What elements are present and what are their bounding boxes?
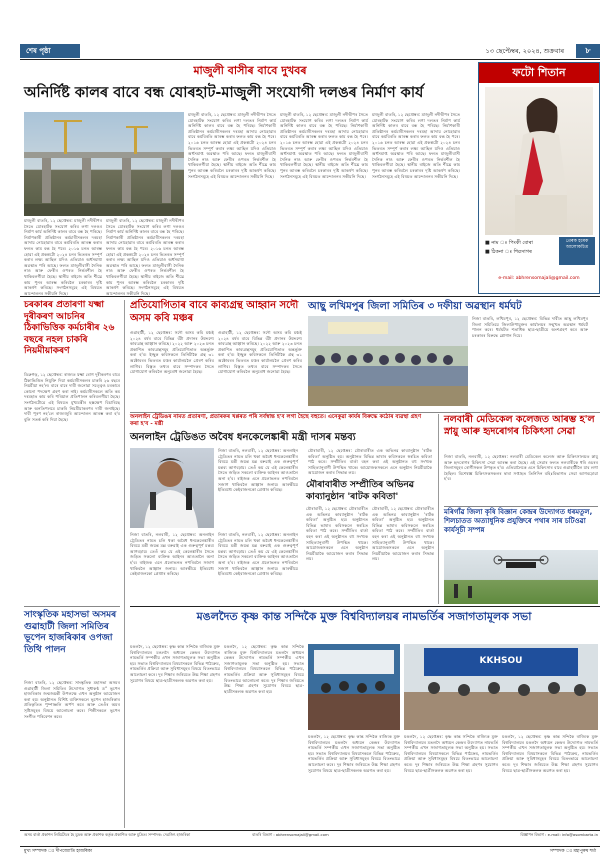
poetry-intro: মৌৰাবাৰী, ১২ ছেপ্তেম্বৰ: মৌৰাবাৰীত এক অভিনৱ কাব্যানুষ্ঠান 'ৰাটক কবিতা' অনুষ্ঠিত হয়। অনুষ্ঠানত বিভিন্ন ভাষাৰ কবিসকলে স্বৰচিত কবিতা পাঠ কৰে। সম্প্ৰীতিৰ বাৰ্তা বহন কৰা এই অনুষ্ঠানত বহু সংখ্যক সাহিত্যানুৰাগী উপস্থিত থাকে। আয়োজকসকলে এনে অনুষ্ঠান নিয়মীয়াকৈ আয়োজন কৰাৰ সিদ্ধান্ত লয়। xyxy=(308,448,432,476)
page-number: ৮ xyxy=(576,44,600,58)
footer-chief-editor: মুখ্য সম্পাদক ঃ দীপজ্যোতি হাজৰিকা xyxy=(24,849,93,854)
drone-illustration xyxy=(444,550,598,604)
section-label: শেষ পৃষ্ঠা xyxy=(20,44,80,58)
bottom-body-col1: মঙলদৈ, ১২ ছেপ্তেম্বৰ: কৃষ্ণ কান্ত সন্দিকৈ ৰাজ্যিক মুক্ত বিশ্ববিদ্যালয়ৰ মঙলদৈ অধ্যয়ন কেন্দ্ৰৰ উদ্যোগত নামভৰ্তি সম্পৰ্কীয় এখন সজাগতামূলক সভা অনুষ্ঠিত হয়। সভাত বিশ্ববিদ্যালয়ৰ বিষয়াসকলে বিভিন্ন পাঠ্যক্ৰম, নামভৰ্তিৰ প্ৰক্ৰিয়া আৰু সুবিধাসমূহৰ বিষয়ে বিতংভাৱে আলোচনা কৰে। দূৰ শিক্ষাৰ জৰিয়তে উচ্চ শিক্ষা গ্ৰহণৰ সুযোগৰ বিষয়ে ছাত্ৰ-ছাত্ৰীসকলক অৱগত কৰা হয়। xyxy=(130,644,221,683)
nalbari-head: নলবাৰী মেডিকেল কলেজত আৰম্ভ হ'ল স্নায়ু আৰু হৃদৰোগৰ চিকিৎসা সেৱা xyxy=(444,414,595,437)
bottom-body-col2: মঙলদৈ, ১২ ছেপ্তেম্বৰ: কৃষ্ণ কান্ত সন্দিকৈ ৰাজ্যিক মুক্ত বিশ্ববিদ্যালয়ৰ মঙলদৈ অধ্যয়ন কেন্দ্ৰৰ উদ্যোগত নামভৰ্তি সম্পৰ্কীয় এখন সজাগতামূলক সভা অনুষ্ঠিত হয়। সভাত বিশ্ববিদ্যালয়ৰ বিষয়াসকলে বিভিন্ন পাঠ্যক্ৰম, নামভৰ্তিৰ প্ৰক্ৰিয়া আৰু সুবিধাসমূহৰ বিষয়ে বিতংভাৱে আলোচনা কৰে। দূৰ শিক্ষাৰ জৰিয়তে উচ্চ শিক্ষা গ্ৰহণৰ সুযোগৰ বিষয়ে ছাত্ৰ-ছাত্ৰীসকলক অৱগত কৰা হয়। xyxy=(224,644,304,694)
left-story2-head: সাংস্কৃতিক মহাসভা অসমৰ গুৱাহাটী জিলা সমিতিৰ ভূপেন হাজৰিকাৰ ওপজা তিথি পালন xyxy=(24,610,117,655)
trade-body-col3: নিজা বাতৰি, নলবাৰী, ১২ ছেপ্তেম্বৰ: অনলাইন ট্ৰেডিঙৰ নামত চলি থকা অবৈধ ধনকেলেঙ্কাৰীৰ বিষয়ে মন্ত্ৰী জয়ন্ত মল্ল বৰুৱাই এক গুৰুত্বপূৰ্ণ মন্তব্য আগবঢ়ায়। তেওঁ কয় যে এই কেলেঙ্কাৰীৰ সৈতে জড়িত সকলো ব্যক্তিক আইনৰ আওতালৈ অনা হ'ব। ৰাইজক এনে প্ৰলোভনত নপৰিবলৈ সজাগ থাকিবলৈ আহ্বান জনায়। আৰক্ষীয়ে ইতিমধ্যে কেইবাজনকো গ্ৰেপ্তাৰ কৰিছে। xyxy=(218,532,298,577)
contest-head: প্ৰতিযোগিতাৰ বাবে কাব্যগ্ৰন্থ আহ্বান সদৌ অসম কবি মঞ্চৰ xyxy=(130,300,299,324)
lead-photo-bridge xyxy=(24,112,184,216)
lead-body-col2: মাজুলী বাতৰি, ১২ ছেপ্তেম্বৰ: মাজুলী নদীদ্বীপৰ সৈতে যোৰহাটক সংযোগ কৰিব লগা দলঙৰ নিৰ্মাণ কাৰ্য অনিৰ্দিষ্ট কালৰ বাবে বন্ধ হৈ পৰিছে। নিৰ্মাণকাৰী প্ৰতিষ্ঠানৰ কৰ্মচাৰীসকলৰ দৰমহা আদায় নোহোৱাৰ বাবে কৰ্মবিৰতি আৰম্ভ কৰাৰ ফলত কাম বন্ধ হৈ পৰে। ২০১৬ চনত আৰম্ভ হোৱা এই প্ৰকল্পটো ২০২৪ চনৰ ভিতৰত সম্পূৰ্ণ কৰাৰ লক্ষ্য আছিল যদিও এতিয়াও অৰ্ধসমাপ্ত অৱস্থাত পৰি আছে। ফলত মাজুলীবাসী দৈনিক নাও আৰু ফেৰীৰ ওপৰত নিৰ্ভৰশীল হৈ থাকিবলগীয়া হৈছে। স্থানীয় ৰাইজে অতি শীঘ্ৰে কাম পুনৰ আৰম্ভ কৰিবলৈ চৰকাৰৰ দৃষ্টি আকৰ্ষণ কৰিছে। সংগঠনসমূহে এই বিষয়ত আন্দোলনৰ সকীয়নি দিছে। xyxy=(106,218,184,296)
left-story2-body: নিজা বাতৰি, ১২ ছেপ্তেম্বৰ: সাংস্কৃতিক মহাসভা অসমৰ গুৱাহাটী জিলা সমিতিৰ উদ্যোগত সুধাকণ্ঠ ড° ভূপেন হাজৰিকাৰ জন্মজয়ন্তী উপলক্ষে এখন অনুষ্ঠান আয়োজন কৰা হয়। অনুষ্ঠানত বিশিষ্ট ব্যক্তিসকলে ভূপেন হাজৰিকাৰ প্ৰতিকৃতিত পুষ্পাঞ্জলি অৰ্পণ কৰে আৰু তেওঁৰ অমৰ সৃষ্টিসমূহৰ বিষয়ে আলোচনা কৰে। শিল্পীসকলে ভূপেন সংগীত পৰিবেশন কৰে। xyxy=(24,680,120,719)
bottom-photo-banner xyxy=(404,644,598,730)
bottom-photo-stage xyxy=(308,644,400,730)
lead-kicker: মাজুলী বাসীৰ বাবে দুখবৰ xyxy=(193,64,307,77)
lead-body-col4: মাজুলী বাতৰি, ১২ ছেপ্তেম্বৰ: মাজুলী নদীদ্বীপৰ সৈতে যোৰহাটক সংযোগ কৰিব লগা দলঙৰ নিৰ্মাণ কাৰ্য অনিৰ্দিষ্ট কালৰ বাবে বন্ধ হৈ পৰিছে। নিৰ্মাণকাৰী প্ৰতিষ্ঠানৰ কৰ্মচাৰীসকলৰ দৰমহা আদায় নোহোৱাৰ বাবে কৰ্মবিৰতি আৰম্ভ কৰাৰ ফলত কাম বন্ধ হৈ পৰে। ২০১৬ চনত আৰম্ভ হোৱা এই প্ৰকল্পটো ২০২৪ চনৰ ভিতৰত সম্পূৰ্ণ কৰাৰ লক্ষ্য আছিল যদিও এতিয়াও অৰ্ধসমাপ্ত অৱস্থাত পৰি আছে। ফলত মাজুলীবাসী দৈনিক নাও আৰু ফেৰীৰ ওপৰত নিৰ্ভৰশীল হৈ থাকিবলগীয়া হৈছে। স্থানীয় ৰাইজে অতি শীঘ্ৰে কাম পুনৰ আৰম্ভ কৰিবলৈ চৰকাৰৰ দৃষ্টি আকৰ্ষণ কৰিছে। সংগঠনসমূহে এই বিষয়ত আন্দোলনৰ সকীয়নি দিছে। xyxy=(280,112,368,179)
minister-illustration xyxy=(130,448,214,528)
photo-box xyxy=(478,62,600,294)
trade-head: অনলাইন ট্ৰেডিঙত অবৈধ ধনকেলেঙ্কাৰী মন্ত্ৰী দাসৰ মন্তব্য xyxy=(130,432,356,443)
lead-body-col3: মাজুলী বাতৰি, ১২ ছেপ্তেম্বৰ: মাজুলী নদীদ্বীপৰ সৈতে যোৰহাটক সংযোগ কৰিব লগা দলঙৰ নিৰ্মাণ কাৰ্য অনিৰ্দিষ্ট কালৰ বাবে বন্ধ হৈ পৰিছে। নিৰ্মাণকাৰী প্ৰতিষ্ঠানৰ কৰ্মচাৰীসকলৰ দৰমহা আদায় নোহোৱাৰ বাবে কৰ্মবিৰতি আৰম্ভ কৰাৰ ফলত কাম বন্ধ হৈ পৰে। ২০১৬ চনত আৰম্ভ হোৱা এই প্ৰকল্পটো ২০২৪ চনৰ ভিতৰত সম্পূৰ্ণ কৰাৰ লক্ষ্য আছিল যদিও এতিয়াও অৰ্ধসমাপ্ত অৱস্থাত পৰি আছে। ফলত মাজুলীবাসী দৈনিক নাও আৰু ফেৰীৰ ওপৰত নিৰ্ভৰশীল হৈ থাকিবলগীয়া হৈছে। স্থানীয় ৰাইজে অতি শীঘ্ৰে কাম পুনৰ আৰম্ভ কৰিবলৈ চৰকাৰৰ দৃষ্টি আকৰ্ষণ কৰিছে। সংগঠনসমূহে এই বিষয়ত আন্দোলনৰ সকীয়নি দিছে। xyxy=(188,112,276,179)
poetry-head: মৌৰাবাৰীত সম্প্ৰীতিৰ অভিনৱ কাব্যানুষ্ঠান 'ৰাটক কবিতা' xyxy=(306,480,415,502)
trade-body-col2: নিজা বাতৰি, নলবাৰী, ১২ ছেপ্তেম্বৰ: অনলাইন ট্ৰেডিঙৰ নামত চলি থকা অবৈধ ধনকেলেঙ্কাৰীৰ বিষয়ে মন্ত্ৰী জয়ন্ত মল্ল বৰুৱাই এক গুৰুত্বপূৰ্ণ মন্তব্য আগবঢ়ায়। তেওঁ কয় যে এই কেলেঙ্কাৰীৰ সৈতে জড়িত সকলো ব্যক্তিক আইনৰ আওতালৈ অনা হ'ব। ৰাইজক এনে প্ৰলোভনত নপৰিবলৈ সজাগ থাকিবলৈ আহ্বান জনায়। আৰক্ষীয়ে ইতিমধ্যে কেইবাজনকো গ্ৰেপ্তাৰ কৰিছে। xyxy=(130,532,214,577)
lead-body-col1: মাজুলী বাতৰি, ১২ ছেপ্তেম্বৰ: মাজুলী নদীদ্বীপৰ সৈতে যোৰহাটক সংযোগ কৰিব লগা দলঙৰ নিৰ্মাণ কাৰ্য অনিৰ্দিষ্ট কালৰ বাবে বন্ধ হৈ পৰিছে। নিৰ্মাণকাৰী প্ৰতিষ্ঠানৰ কৰ্মচাৰীসকলৰ দৰমহা আদায় নোহোৱাৰ বাবে কৰ্মবিৰতি আৰম্ভ কৰাৰ ফলত কাম বন্ধ হৈ পৰে। ২০১৬ চনত আৰম্ভ হোৱা এই প্ৰকল্পটো ২০২৪ চনৰ ভিতৰত সম্পূৰ্ণ কৰাৰ লক্ষ্য আছিল যদিও এতিয়াও অৰ্ধসমাপ্ত অৱস্থাত পৰি আছে। ফলত মাজুলীবাসী দৈনিক নাও আৰু ফেৰীৰ ওপৰত নিৰ্ভৰশীল হৈ থাকিবলগীয়া হৈছে। স্থানীয় ৰাইজে অতি শীঘ্ৰে কাম পুনৰ আৰম্ভ কৰিবলৈ চৰকাৰৰ দৃষ্টি আকৰ্ষণ কৰিছে। সংগঠনসমূহে এই বিষয়ত আন্দোলনৰ সকীয়নি দিছে। xyxy=(24,218,102,296)
bottom-body-col3: মঙলদৈ, ১২ ছেপ্তেম্বৰ: কৃষ্ণ কান্ত সন্দিকৈ ৰাজ্যিক মুক্ত বিশ্ববিদ্যালয়ৰ মঙলদৈ অধ্যয়ন কেন্দ্ৰৰ উদ্যোগত নামভৰ্তি সম্পৰ্কীয় এখন সজাগতামূলক সভা অনুষ্ঠিত হয়। সভাত বিশ্ববিদ্যালয়ৰ বিষয়াসকলে বিভিন্ন পাঠ্যক্ৰম, নামভৰ্তিৰ প্ৰক্ৰিয়া আৰু সুবিধাসমূহৰ বিষয়ে বিতংভাৱে আলোচনা কৰে। দূৰ শিক্ষাৰ জৰিয়তে উচ্চ শিক্ষা গ্ৰহণৰ সুযোগৰ বিষয়ে ছাত্ৰ-ছাত্ৰীসকলক অৱগত কৰা হয়। xyxy=(308,734,400,773)
bottom-banner-text: KKHSOU xyxy=(479,656,523,666)
lakhimpur-head: আছু লখিমপুৰ জিলা সমিতিৰ ৩ দফীয়া অৱস্থান ধৰ্মঘট xyxy=(308,301,522,312)
photo-box-portrait xyxy=(485,87,593,235)
drone-photo xyxy=(444,550,598,604)
bottom-body-col5: মঙলদৈ, ১২ ছেপ্তেম্বৰ: কৃষ্ণ কান্ত সন্দিকৈ ৰাজ্যিক মুক্ত বিশ্ববিদ্যালয়ৰ মঙলদৈ অধ্যয়ন কেন্দ্ৰৰ উদ্যোগত নামভৰ্তি সম্পৰ্কীয় এখন সজাগতামূলক সভা অনুষ্ঠিত হয়। সভাত বিশ্ববিদ্যালয়ৰ বিষয়াসকলে বিভিন্ন পাঠ্যক্ৰম, নামভৰ্তিৰ প্ৰক্ৰিয়া আৰু সুবিধাসমূহৰ বিষয়ে বিতংভাৱে আলোচনা কৰে। দূৰ শিক্ষাৰ জৰিয়তে উচ্চ শিক্ষা গ্ৰহণৰ সুযোগৰ বিষয়ে ছাত্ৰ-ছাত্ৰীসকলক অৱগত কৰা হয়। xyxy=(502,734,598,773)
poetry-body-col1: মৌৰাবাৰী, ১২ ছেপ্তেম্বৰ: মৌৰাবাৰীত এক অভিনৱ কাব্যানুষ্ঠান 'ৰাটক কবিতা' অনুষ্ঠিত হয়। অনুষ্ঠানত বিভিন্ন ভাষাৰ কবিসকলে স্বৰচিত কবিতা পাঠ কৰে। সম্প্ৰীতিৰ বাৰ্তা বহন কৰা এই অনুষ্ঠানত বহু সংখ্যক সাহিত্যানুৰাগী উপস্থিত থাকে। আয়োজকসকলে এনে অনুষ্ঠান নিয়মীয়াকৈ আয়োজন কৰাৰ সিদ্ধান্ত লয়। xyxy=(306,506,368,562)
bottom-body-col4: মঙলদৈ, ১২ ছেপ্তেম্বৰ: কৃষ্ণ কান্ত সন্দিকৈ ৰাজ্যিক মুক্ত বিশ্ববিদ্যালয়ৰ মঙলদৈ অধ্যয়ন কেন্দ্ৰৰ উদ্যোগত নামভৰ্তি সম্পৰ্কীয় এখন সজাগতামূলক সভা অনুষ্ঠিত হয়। সভাত বিশ্ববিদ্যালয়ৰ বিষয়াসকলে বিভিন্ন পাঠ্যক্ৰম, নামভৰ্তিৰ প্ৰক্ৰিয়া আৰু সুবিধাসমূহৰ বিষয়ে বিতংভাৱে আলোচনা কৰে। দূৰ শিক্ষাৰ জৰিয়তে উচ্চ শিক্ষা গ্ৰহণৰ সুযোগৰ বিষয়ে ছাত্ৰ-ছাত্ৰীসকলক অৱগত কৰা হয়। xyxy=(404,734,498,773)
footer-ad-label[interactable]: বাতৰি বিভাগ : abhrensomajali@gmail.com xyxy=(252,832,329,837)
protest-illustration xyxy=(308,316,468,406)
bridge-illustration xyxy=(24,112,184,216)
footer-editor: সম্পাদক ঃ মহাপুৰুষ শৰ্মা xyxy=(549,849,596,854)
trade-photo-minister xyxy=(130,448,214,528)
lakhimpur-caption: নিজা বাতৰি, লখিমপুৰ, ১২ ছেপ্তেম্বৰ: বিভিন্ন দাবীত আছু লখিমপুৰ জিলা সমিতিয়ে জিলাউপায়ুক্তৰ কাৰ্যালয়ৰ সন্মুখত অৱস্থান ধৰ্মঘট পালন কৰে। ধৰ্মঘটত শতাধিক ছাত্ৰ-ছাত্ৰীয়ে অংশগ্ৰহণ কৰে আৰু চৰকাৰৰ বিৰুদ্ধে শ্লোগান দিয়ে। xyxy=(472,316,588,338)
trade-body-col1: নিজা বাতৰি, নলবাৰী, ১২ ছেপ্তেম্বৰ: অনলাইন ট্ৰেডিঙৰ নামত চলি থকা অবৈধ ধনকেলেঙ্কাৰীৰ বিষয়ে মন্ত্ৰী জয়ন্ত মল্ল বৰুৱাই এক গুৰুত্বপূৰ্ণ মন্তব্য আগবঢ়ায়। তেওঁ কয় যে এই কেলেঙ্কাৰীৰ সৈতে জড়িত সকলো ব্যক্তিক আইনৰ আওতালৈ অনা হ'ব। ৰাইজক এনে প্ৰলোভনত নপৰিবলৈ সজাগ থাকিবলৈ আহ্বান জনায়। আৰক্ষীয়ে ইতিমধ্যে কেইবাজনকো গ্ৰেপ্তাৰ কৰিছে। xyxy=(218,448,298,493)
photo-box-name: ■ নাম ঃ পিংকী বোৰা xyxy=(485,240,533,246)
photo-box-send-label: প্ৰেৰক হৰেক আলোকচিত্ৰ xyxy=(559,237,595,265)
nalbari-body: নিজা বাতৰি, নলবাৰী, ১২ ছেপ্তেম্বৰ: নলবাৰী মেডিকেল কলেজ আৰু চিকিৎসালয়ত স্নায়ু আৰু হৃদৰোগৰ চিকিৎসা সেৱা আৰম্ভ কৰা হৈছে। এই সেৱাৰ ফলত নলবাৰীকে ধৰি ওচৰৰ জিলাসমূহৰ ৰোগীসকল উপকৃত হ'ব। এতিয়ালৈকে এনে চিকিৎসাৰ বাবে গুৱাহাটীলৈ যাব লগা হৈছিল। বিশেষজ্ঞ চিকিৎসকসকলৰ দ্বাৰা সপ্তাহত তিনিদিন বহিঃবিভাগত সেৱা আগবঢ়োৱা হ'ব। xyxy=(444,454,598,482)
portrait-illustration xyxy=(485,87,593,235)
masthead xyxy=(20,44,600,58)
left-story1-body: ডিব্ৰুগড়, ১২ ছেপ্তেম্বৰ: ৰাজ্যত যক্ষ্মা ৰোগ দূৰীকৰণৰ বাবে ঠিকাভিত্তিত নিযুক্তি দিয়া কৰ্মচাৰীসকলৰ চাকৰি ২৬ বছৰে নিয়মীয়া নহ'ল। বাৰে বাৰে দাবী জনোৱা সত্ত্বেও চৰকাৰে কোনো পদক্ষেপ গ্ৰহণ কৰা নাই। কৰ্মচাৰীসকলে অতি কম দৰমহাত কাম কৰি পৰিয়াল প্ৰতিপালন কৰিবলগীয়া হৈছে। সংগঠনটোৱে এই বিষয়ত মুখ্যমন্ত্ৰীৰ হস্তক্ষেপ বিচাৰিছে আৰু অনতিপলমে চাকৰি নিয়মীয়াকৰণৰ দাবী জনাইছে। দাবী পূৰণ নহ'লে ৰাজ্যজুৰি আন্দোলন আৰম্ভ কৰা হ'ব বুলি সতৰ্ক কৰি দিয়া হৈছে। xyxy=(24,372,120,422)
stage-illustration xyxy=(308,644,400,730)
poetry-body-col2: মৌৰাবাৰী, ১২ ছেপ্তেম্বৰ: মৌৰাবাৰীত এক অভিনৱ কাব্যানুষ্ঠান 'ৰাটক কবিতা' অনুষ্ঠিত হয়। অনুষ্ঠানত বিভিন্ন ভাষাৰ কবিসকলে স্বৰচিত কবিতা পাঠ কৰে। সম্প্ৰীতিৰ বাৰ্তা বহন কৰা এই অনুষ্ঠানত বহু সংখ্যক সাহিত্যানুৰাগী উপস্থিত থাকে। আয়োজকসকলে এনে অনুষ্ঠান নিয়মীয়াকৈ আয়োজন কৰাৰ সিদ্ধান্ত লয়। xyxy=(372,506,434,562)
footer-ad-label2[interactable]: বিজ্ঞাপন বিভাগ : e-mail: info@asombarta.in xyxy=(520,832,598,837)
footer-line1: অসম বাৰ্তা প্ৰকাশন লিমিটেডৰ হৈ মুদ্ৰক আৰু প্ৰকাশক কৰ্তৃক প্ৰকাশিত আৰু মুদ্ৰিত। সম্পাদক: দেৱজিৎ হাজৰিকা xyxy=(24,832,191,837)
date-line: ১৩ ছেপ্টেম্বৰ, ২০২৪, শুক্ৰবাৰ xyxy=(485,47,564,55)
contest-body-col1: গুৱাহাটী, ১২ ছেপ্তেম্বৰ: সদৌ অসম কবি মঞ্চই ২০২৪ বৰ্ষৰ বাবে বিভিন্ন বঁটা প্ৰদানৰ উদ্দেশ্যে কাব্যগ্ৰন্থ আহ্বান কৰিছে। ২০২২ আৰু ২০২৩ চনত প্ৰকাশিত কাব্যগ্ৰন্থসমূহ প্ৰতিযোগিতাত অন্তৰ্ভুক্ত কৰা হ'ব। ইচ্ছুক কবিসকলে তিনিটাকৈ গ্ৰন্থ ৩১ অক্টোবৰৰ ভিতৰত মঞ্চৰ কাৰ্যালয়লৈ প্ৰেৰণ কৰিব লাগিব। বিস্তৃত তথ্যৰ বাবে সম্পাদকৰ সৈতে যোগাযোগ কৰিবলৈ অনুৰোধ জনোৱা হৈছে। xyxy=(130,330,214,375)
lead-body-col5: মাজুলী বাতৰি, ১২ ছেপ্তেম্বৰ: মাজুলী নদীদ্বীপৰ সৈতে যোৰহাটক সংযোগ কৰিব লগা দলঙৰ নিৰ্মাণ কাৰ্য অনিৰ্দিষ্ট কালৰ বাবে বন্ধ হৈ পৰিছে। নিৰ্মাণকাৰী প্ৰতিষ্ঠানৰ কৰ্মচাৰীসকলৰ দৰমহা আদায় নোহোৱাৰ বাবে কৰ্মবিৰতি আৰম্ভ কৰাৰ ফলত কাম বন্ধ হৈ পৰে। ২০১৬ চনত আৰম্ভ হোৱা এই প্ৰকল্পটো ২০২৪ চনৰ ভিতৰত সম্পূৰ্ণ কৰাৰ লক্ষ্য আছিল যদিও এতিয়াও অৰ্ধসমাপ্ত অৱস্থাত পৰি আছে। ফলত মাজুলীবাসী দৈনিক নাও আৰু ফেৰীৰ ওপৰত নিৰ্ভৰশীল হৈ থাকিবলগীয়া হৈছে। স্থানীয় ৰাইজে অতি শীঘ্ৰে কাম পুনৰ আৰম্ভ কৰিবলৈ চৰকাৰৰ দৃষ্টি আকৰ্ষণ কৰিছে। সংগঠনসমূহে এই বিষয়ত আন্দোলনৰ সকীয়নি দিছে। xyxy=(372,112,460,179)
photo-box-title: ফটো শিতান xyxy=(479,63,599,83)
left-story1-head: চৰকাৰৰ প্ৰতাৰণা যক্ষ্মা দূৰীকৰণ আচনিৰ ঠিকাভিত্তিক কৰ্মচাৰীৰ ২৬ বছৰে নহল চাকৰি নিয়মীয়াকৰণ xyxy=(24,300,115,356)
contest-body-col2: গুৱাহাটী, ১২ ছেপ্তেম্বৰ: সদৌ অসম কবি মঞ্চই ২০২৪ বৰ্ষৰ বাবে বিভিন্ন বঁটা প্ৰদানৰ উদ্দেশ্যে কাব্যগ্ৰন্থ আহ্বান কৰিছে। ২০২২ আৰু ২০২৩ চনত প্ৰকাশিত কাব্যগ্ৰন্থসমূহ প্ৰতিযোগিতাত অন্তৰ্ভুক্ত কৰা হ'ব। ইচ্ছুক কবিসকলে তিনিটাকৈ গ্ৰন্থ ৩১ অক্টোবৰৰ ভিতৰত মঞ্চৰ কাৰ্যালয়লৈ প্ৰেৰণ কৰিব লাগিব। বিস্তৃত তথ্যৰ বাবে সম্পাদকৰ সৈতে যোগাযোগ কৰিবলৈ অনুৰোধ জনোৱা হৈছে। xyxy=(218,330,302,375)
lead-headline: অনিৰ্দিষ্ট কালৰ বাবে বন্ধ যোৰহাট-মাজুলী সংযোগী দলঙৰ নিৰ্মাণ কাৰ্য xyxy=(24,85,424,101)
trade-kicker: অনলাইন ট্ৰেডিঙৰ নামত প্ৰতাৰণা, প্ৰতাৰকৰ খপ্পৰত পৰি সৰ্বস্বান্ত হ'ব লগা হৈছে বহুতে। এনেকুৱা কাৰ্যৰ বিৰুদ্ধে কঠোৰ ব্যৱস্থা গ্ৰহণ কৰা হ'ব - মন্ত্ৰী xyxy=(130,414,422,428)
bottom-head: মঙলদৈত কৃষ্ণ কান্ত সন্দিকৈ মুক্ত বিশ্ববিদ্যালয়ৰ নামভৰ্তিৰ সজাগতামূলক সভা xyxy=(196,610,532,623)
photo-box-address: ■ ঠিকনা ঃ শিৱসাগৰ xyxy=(485,249,532,255)
photo-box-email[interactable]: e-mail: abhrensomajali@gmail.com xyxy=(498,276,580,281)
lakhimpur-photo xyxy=(308,316,468,406)
drone-head: মৰিগাঁৱ জিলা কৃষি বিজ্ঞান কেন্দ্ৰৰ উদ্যোগত ধৰমতুল, শিলচাতত অত্যাধুনিক প্ৰযুক্তিৰে পথাৰ সাৰ চটিওৱা কাৰ্যসূচী সম্পন্ন xyxy=(444,508,593,535)
